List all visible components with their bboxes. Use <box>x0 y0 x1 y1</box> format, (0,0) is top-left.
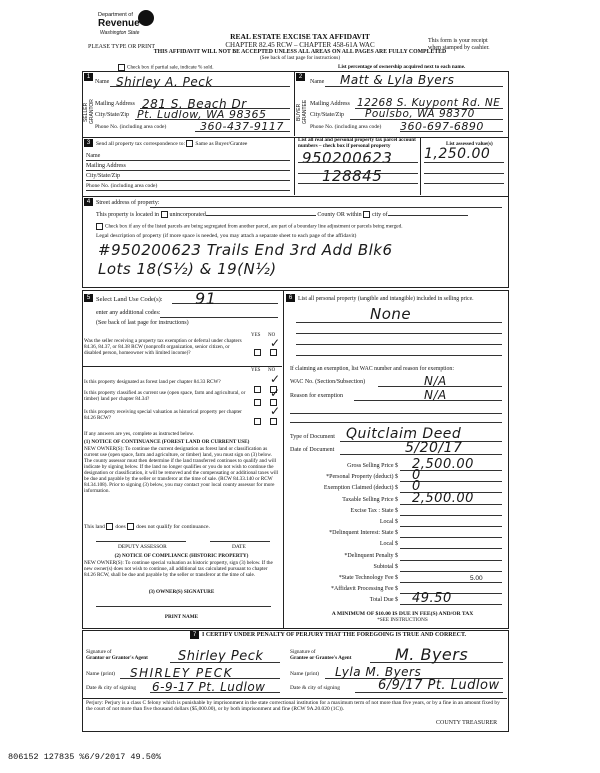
wac-value[interactable]: N/A <box>424 374 447 388</box>
print-name-label: PRINT NAME <box>164 614 199 620</box>
question-current-use: Is this property classified as current use (open space, farm and agricultural, or timber) land per chapter 84.34? <box>84 390 246 402</box>
reason-value[interactable]: N/A <box>424 388 447 402</box>
assessed-value[interactable]: 1,250.00 <box>424 146 491 162</box>
parcel-number-1[interactable]: 950200623 <box>302 149 393 167</box>
fee-value[interactable]: 2,500.00 <box>412 490 474 506</box>
question-exempt: Was the seller receiving a property tax exemption or deferral under chapters 84.36, 84.37, or 84.38 RCW (nonprofit organization, senior citizen, or disabled person, homeowner with limited income)? <box>84 338 242 356</box>
fee-label: *Delinquent Interest: State $ <box>329 530 398 537</box>
owner-signature-label: (3) OWNER(S) SIGNATURE <box>148 589 215 595</box>
deputy-assessor-label: DEPUTY ASSESSOR <box>118 544 167 550</box>
seller-grantor-label: SELLER GRANTOR <box>83 99 95 125</box>
fee-label: Local $ <box>379 519 398 525</box>
fee-label: Taxable Selling Price $ <box>342 496 398 503</box>
doc-date-label: Date of Document <box>290 447 335 453</box>
fee-label: *Personal Property (deduct) $ <box>326 474 398 481</box>
fee-value[interactable]: 49.50 <box>412 591 452 607</box>
seller-city-field[interactable]: Pt. Ludlow, WA 98365 <box>137 108 267 121</box>
deputy-date-label: DATE <box>232 544 246 550</box>
parcel-number-2[interactable]: 128845 <box>322 167 383 185</box>
legal-desc-label: Legal description of property (if more space is needed, you may attach a separate sheet to each page of the affidavit) <box>96 233 357 239</box>
seller-phone-label: Phone No. (including area code) <box>95 124 167 130</box>
doc-type-value[interactable]: Quitclaim Deed <box>346 426 462 442</box>
assessed-header: List assessed value(s) <box>446 141 493 147</box>
fee-label: Exemption Claimed (deduct) $ <box>323 485 398 492</box>
send-city-label: City/State/Zip <box>86 173 120 179</box>
fee-value[interactable]: 0 <box>412 479 421 495</box>
grantee-print-label: Name (print) <box>290 671 320 677</box>
notice2-title: (2) NOTICE OF COMPLIANCE (HISTORIC PROPERTY) <box>114 553 249 559</box>
unincorporated-checkbox[interactable] <box>161 211 168 218</box>
form-warning: THIS AFFIDAVIT WILL NOT BE ACCEPTED UNLESS ALL AREAS ON ALL PAGES ARE FULLY COMPLETED <box>153 49 447 55</box>
buyer-name-label: Name <box>310 79 325 85</box>
segregated-checkbox[interactable] <box>96 223 103 230</box>
buyer-mailing-label: Mailing Address <box>310 101 350 107</box>
send-mailing-label: Mailing Address <box>86 163 126 169</box>
notice1-title: (1) NOTICE OF CONTINUANCE (FOREST LAND OR CURRENT USE) <box>84 439 250 445</box>
seller-mailing-label: Mailing Address <box>95 101 135 107</box>
land-use-label: Select Land Use Code(s): <box>96 296 163 303</box>
no-header-2: NO <box>268 368 276 373</box>
partial-sale-note: Check box if partial sale, indicate % sold. <box>118 64 214 72</box>
see-back-5: (See back of last page for instructions) <box>96 320 189 326</box>
fee-label: Excise Tax : State $ <box>350 507 398 514</box>
if-yes-instructions: If any answers are yes, complete as instructed below. <box>84 431 195 437</box>
doc-type-label: Type of Document <box>290 434 335 440</box>
seller-city-label: City/State/Zip <box>95 112 129 118</box>
buyer-city-label: City/State/Zip <box>310 112 344 118</box>
grantor-sig-label: Signature of Grantor or Grantor's Agent <box>86 649 148 661</box>
send-name-label: Name <box>86 153 101 159</box>
exemption-question: If claiming an exemption, list WAC number and reason for exemption: <box>290 366 454 372</box>
fee-label: Local $ <box>379 541 398 548</box>
fee-value[interactable]: 2,500.00 <box>412 457 474 472</box>
current-use-yes-checkbox[interactable] <box>254 399 261 406</box>
exempt-yes-checkbox[interactable] <box>254 349 261 356</box>
city-checkbox[interactable] <box>363 211 370 218</box>
logo-revenue: Revenue <box>98 18 140 29</box>
special-yes-checkbox[interactable] <box>254 418 261 425</box>
personal-property-label: List all personal property (tangible and intangible) included in selling price. <box>298 296 474 302</box>
doc-date-value[interactable]: 5/20/17 <box>405 440 463 456</box>
grantor-date-city-label: Date & city of signing <box>86 685 137 691</box>
form-chapter: CHAPTER 82.45 RCW – CHAPTER 458-61A WAC <box>225 41 375 49</box>
receipt-stamp: 806152 127835 %6/9/2017 49.50% <box>8 752 162 762</box>
current-use-no-check-mark: ✓ <box>270 386 281 400</box>
logo-state: Washington State <box>100 30 140 36</box>
reason-label: Reason for exemption <box>290 393 343 399</box>
segregated-row: Check box if any of the listed parcels are being segregated from another parcel, are part of a boundary line adjustment or parcels being merged. <box>96 223 403 230</box>
continuance-row: This land does does not qualify for continuance. <box>84 523 210 530</box>
fee-label: *Affidavit Processing Fee $ <box>330 586 398 593</box>
yes-header-1: YES <box>251 333 261 338</box>
buyer-phone-label: Phone No. (including area code) <box>310 124 382 130</box>
fee-value[interactable]: 5.00 <box>470 575 483 582</box>
fee-value[interactable]: 0 <box>412 468 421 484</box>
county-treasurer-label: COUNTY TREASURER <box>436 720 498 726</box>
yes-header-2: YES <box>251 368 261 373</box>
buyer-grantee-label: BUYER GRANTEE <box>296 99 308 125</box>
fee-label: Subtotal $ <box>373 563 398 570</box>
land-use-code[interactable]: 91 <box>195 289 217 308</box>
buyer-city-field[interactable]: Poulsbo, WA 98370 <box>365 108 475 120</box>
form-title: REAL ESTATE EXCISE TAX AFFIDAVIT <box>230 32 370 41</box>
does-not-checkbox[interactable] <box>127 523 134 530</box>
grantor-signature[interactable]: Shirley Peck <box>178 649 264 664</box>
question-forest: Is this property designated as forest land per chapter 84.33 RCW? <box>84 379 221 385</box>
receipt-note: This form is your receipt when stamped by cashier. <box>428 38 490 52</box>
fee-label: *Delinquent Penalty $ <box>344 552 398 559</box>
please-type: PLEASE TYPE OR PRINT <box>88 44 156 50</box>
personal-property-value[interactable]: None <box>370 305 412 323</box>
seller-name-field[interactable]: Shirley A. Peck <box>116 75 213 89</box>
form-see-back: (See back of last page for instructions) <box>259 55 341 61</box>
exempt-no-check-mark: ✓ <box>270 336 281 350</box>
legal-line-2[interactable]: Lots 18(S½) & 19(N½) <box>98 260 277 278</box>
notice1-text: NEW OWNER(S): To continue the current designation as forest land or classification as current use (open space, farm and agriculture, or timber) land, you must sign on (3) below. The county assessor must then determine if the land transferred continues to qualify and will indicate by signing below. If the land no longer qualifies or you do not wish to continue the designation or classification, it will be removed and the compensating or additional taxes will be due and payable by the seller or transferor at the time of sale. (RCW 84.33.140 or RCW 84.34.108). Prior to signing (3) below, you may contact your local county assessor for more information. <box>84 446 279 494</box>
buyer-phone-field[interactable]: 360-697-6890 <box>400 120 484 133</box>
legal-line-1[interactable]: #950200623 Trails End 3rd Add Blk6 <box>98 241 393 259</box>
seller-name-label: Name <box>95 79 110 85</box>
grantee-date-city[interactable]: 6/9/17 Pt. Ludlow <box>378 678 500 693</box>
minimum-due-note: A MINIMUM OF $10.00 IS DUE IN FEE(S) AND/OR TAX <box>331 611 474 617</box>
certify-statement: I CERTIFY UNDER PENALTY OF PERJURY THAT THE FOREGOING IS TRUE AND CORRECT. <box>202 632 467 638</box>
fee-label: Gross Selling Price $ <box>347 463 398 469</box>
logo-circle-icon <box>138 10 154 26</box>
seller-address-field[interactable]: 281 S. Beach Dr <box>142 97 247 111</box>
does-checkbox[interactable] <box>106 523 113 530</box>
special-no-check-mark: ✓ <box>270 404 281 418</box>
grantee-signature[interactable]: M. Byers <box>395 645 469 664</box>
partial-sale-checkbox[interactable] <box>118 64 125 71</box>
fee-label: Total Due $ <box>369 597 398 604</box>
see-instructions-note: *SEE INSTRUCTIONS <box>377 617 428 623</box>
grantee-date-city-label: Date & city of signing <box>290 685 341 691</box>
question-special: Is this property receiving special valuation as historical property per chapter 84.26 RCW? <box>84 409 242 421</box>
buyer-address-field[interactable]: 12268 S. Kuypont Rd. NE <box>357 97 501 109</box>
buyer-name-field[interactable]: Matt & Lyla Byers <box>340 73 455 87</box>
same-as-buyer-checkbox[interactable] <box>186 140 193 147</box>
send-phone-label: Phone No. (including area code) <box>86 183 158 189</box>
additional-codes-label: enter any additional codes: <box>96 310 161 316</box>
wac-label: WAC No. (Section/Subsection) <box>290 379 366 385</box>
perjury-note: Perjury: Perjury is a class C felony which is punishable by imprisonment in the state correctional institution for a maximum term of not more than five years, or by a fine in an amount fixed by the court of not more than five thousand dollars ($5,000.00), or by both imprisonment and fine (RCW 9A.20.020 (1C)). <box>86 700 500 713</box>
logo-dept: Department of <box>98 12 133 18</box>
revenue-logo <box>98 10 158 40</box>
fee-label: *State Technology Fee $ <box>338 575 398 581</box>
grantor-date-city[interactable]: 6-9-17 Pt. Ludlow <box>152 680 266 694</box>
special-no-checkbox[interactable] <box>270 418 277 425</box>
send-to-label: Send all property tax correspondence to: Same as Buyer/Grantee <box>96 140 248 147</box>
no-header-1: NO <box>268 333 276 338</box>
parcel-header: List all real and personal property tax parcel account numbers – check box if personal property <box>298 137 416 149</box>
grantee-print-name[interactable]: Lyla M. Byers <box>335 665 422 679</box>
street-address-label: Street address of property: <box>96 200 160 206</box>
forest-yes-checkbox[interactable] <box>254 386 261 393</box>
grantee-sig-label: Signature of Grantee or Grantee's Agent <box>290 649 352 661</box>
grantor-print-name[interactable]: SHIRLEY PECK <box>130 666 233 680</box>
grantor-print-label: Name (print) <box>86 671 116 677</box>
located-row: This property is located in unincorporated County OR within city of <box>96 211 468 218</box>
notice2-text: NEW OWNER(S): To continue special valuation as historic property, sign (3) below. If the new owner(s) does not wish to continue, all additional tax calculated pursuant to chapter 84.26 RCW, shall be due and payable by the seller or transferor at the time of sale. <box>84 560 273 578</box>
seller-phone-field[interactable]: 360-437-9117 <box>200 120 284 133</box>
forest-no-check-mark: ✓ <box>270 372 281 386</box>
ownership-note: List percentage of ownership acquired next to each name. <box>338 64 466 70</box>
